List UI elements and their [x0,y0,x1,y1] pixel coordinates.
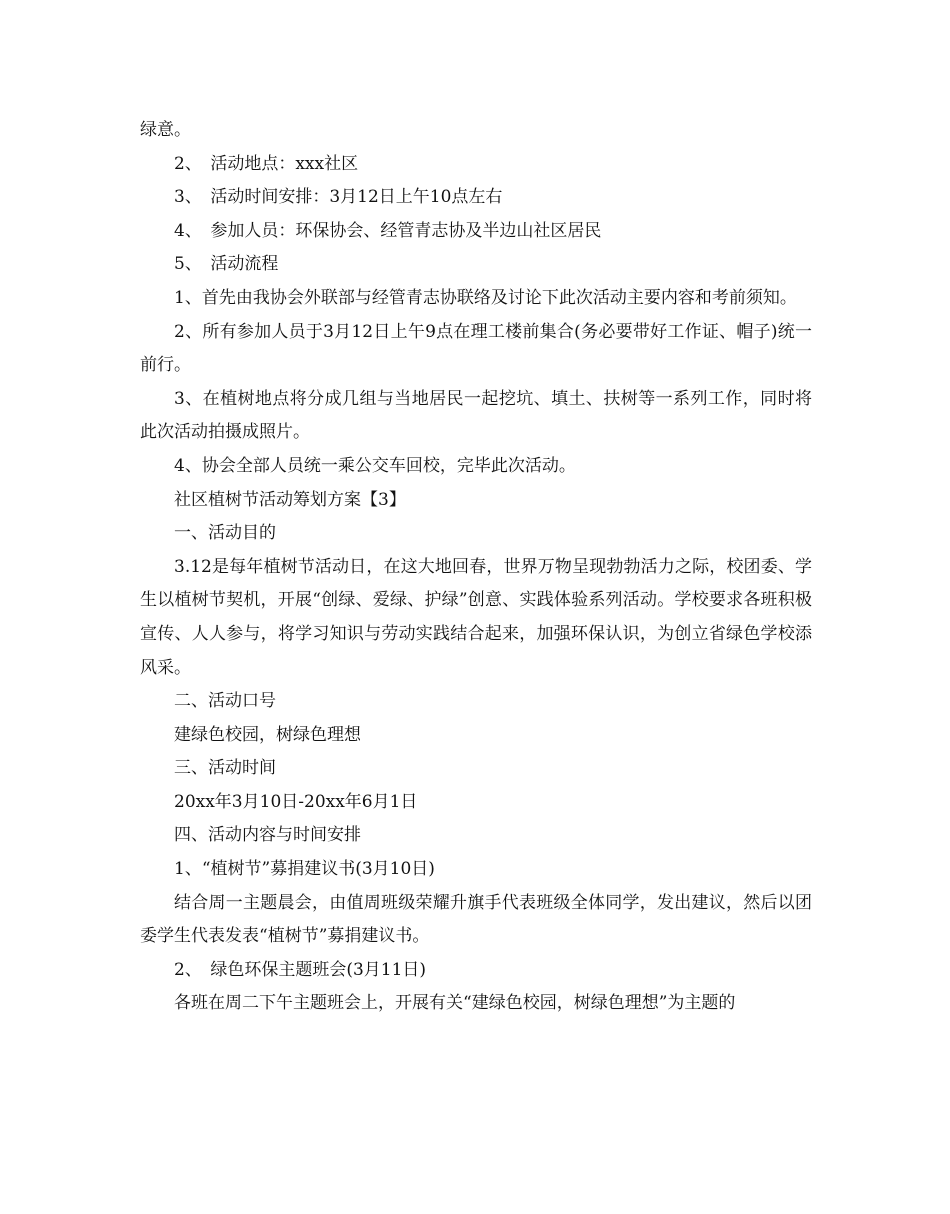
paragraph: 5、 活动流程 [174,254,279,275]
section-heading: 社区植树节活动筹划方案【3】 [174,489,406,510]
paragraph: 20xx年3月10日-20xx年6月1日 [174,791,418,812]
section-heading: 三、活动时间 [174,758,276,779]
paragraph: 3、 活动时间安排：3月12日上午10点左右 [174,187,503,208]
paragraph: 1、“植树节”募捐建议书(3月10日) [174,859,435,880]
paragraph: 2、 活动地点：xxx社区 [174,153,359,174]
paragraph: 4、 参加人员：环保协会、经管青志协及半边山社区居民 [174,220,602,241]
section-heading: 四、活动内容与时间安排 [174,825,361,846]
section-heading: 二、活动口号 [174,691,276,712]
paragraph: 绿意。 [140,120,191,140]
paragraph: 4、协会全部人员统一乘公交车回校，完毕此次活动。 [174,455,576,476]
paragraph: 2、 绿色环保主题班会(3月11日) [174,959,427,980]
paragraph: 1、首先由我协会外联部与经管青志协联络及讨论下此次活动主要内容和考前须知。 [174,287,797,308]
paragraph: 结合周一主题晨会，由值周班级荣耀升旗手代表班级全体同学，发出建议，然后以团委学生代表发表“植树节”募捐建议书。 [140,892,812,947]
document-body [140,114,812,1021]
section-heading: 一、活动目的 [174,523,276,544]
paragraph: 3、在植树地点将分成几组与当地居民一起挖坑、填土、扶树等一系列工作，同时将此次活动拍摄成照片。 [140,388,812,443]
paragraph: 2、所有参加人员于3月12日上午9点在理工楼前集合(务必要带好工作证、帽子)统一前行。 [140,321,812,376]
paragraph: 建绿色校园，树绿色理想 [174,724,361,745]
paragraph: 3.12是每年植树节活动日，在这大地回春，世界万物呈现勃勃活力之际，校团委、学生以植树节契机，开展“创绿、爱绿、护绿”创意、实践体验系列活动。学校要求各班积极宣传、人人参与，将学习知识与劳动实践结合起来，加强环保认识，为创立省绿色学校添风采。 [140,556,812,678]
paragraph: 各班在周二下午主题班会上，开展有关“建绿色校园，树绿色理想”为主题的 [174,993,736,1014]
